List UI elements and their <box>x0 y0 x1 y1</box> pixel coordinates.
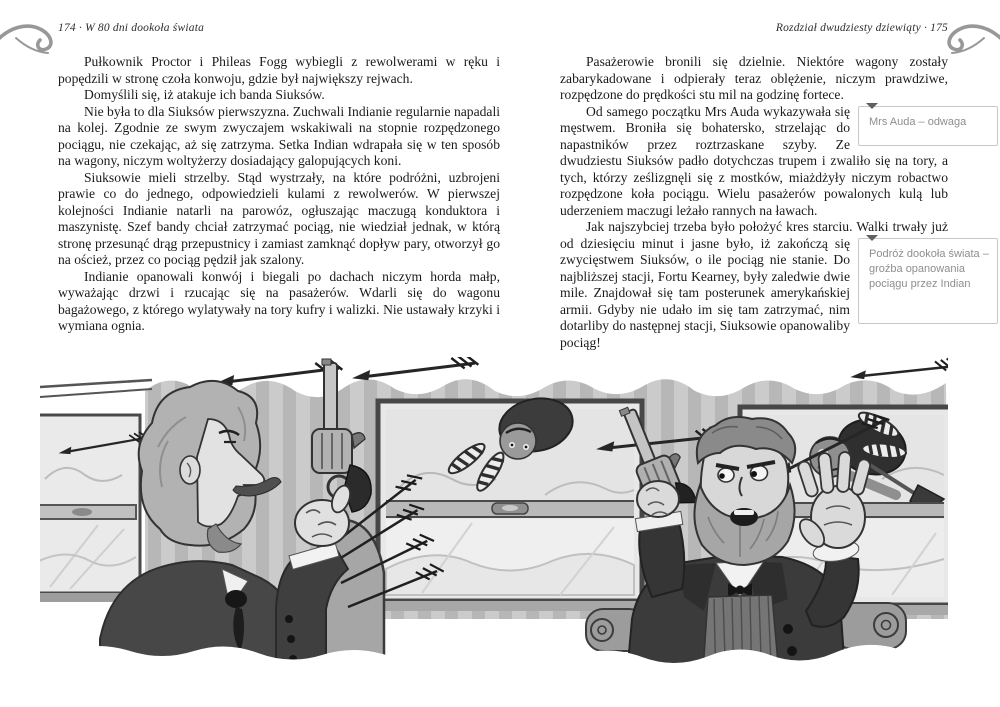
paragraph-text: Od samego początku Mrs Auda wykazywała się męstwem. Broniła się bohatersko, strzelając do napastników przez roztrzaskane szyby. Ze dwudziestu Siuksów padło dotychczas trupem i zwaliło się na tory, a tych, którzy ześlizgnęli się z mostków, miażdżyły niczym robactwo rozpędzone koła pociągu. Wielu pasażerów powalonych kulą lub uderzeniem maczugi leżało rannych na ławach. <box>560 103 948 218</box>
corner-flourish-left <box>0 18 56 58</box>
note-pointer-icon <box>866 235 878 241</box>
paragraph: Nie była to dla Siuksów pierwszyzna. Zuchwali Indianie regularnie napadali na kolej. Zgodnie ze swym zwyczajem wskakiwali na stopnie rozpędzonego pociągu, nie czekając, aż się zatrzyma. Setka Indian wdrapała się w ten sposób na wagony, niczym woltyżerzy dosiadający galopujących koni. <box>58 103 500 168</box>
paragraph: Pasażerowie bronili się dzielnie. Niektóre wagony zostały zabarykadowane i odpierały teraz oblężenie, niczym prawdziwe, rozpędzone do prędkości stu mil na godzinę fortece. <box>560 54 948 102</box>
paragraph <box>560 219 989 351</box>
page-header-left: 174 · W 80 dni dookoła świata <box>58 22 205 34</box>
margin-note-text: Mrs Auda – odwaga <box>869 115 967 128</box>
paragraph-text: Jak najszybciej trzeba było położyć kres starciu. Walki trwały już <box>586 219 948 234</box>
train-attack-illustration <box>40 357 960 687</box>
margin-note-mrs-auda <box>858 106 998 146</box>
note-pointer-icon <box>866 103 878 109</box>
paragraph: Siuksowie mieli strzelby. Stąd wystrzały, na które podróżni, uzbrojeni prawie co do jednego, odpowiedzieli kulami z rewolwerów. W pierwszej kolejności Indianie natarli na parowóz, ogłuszając maczugą konduktora i maszynistę. Szef bandy chciał zatrzymać pociąg, nie wiedział jednak, w którą stronę przesunąć drąg przepustnicy i zamiast zamknąć dopływ pary, otworzył go na oścież, przez co pociąg pędził jak szalony. <box>58 169 500 267</box>
paragraph-text: od dziesięciu minut i jasne było, iż zakończą się zwycięstwem Siuksów, o ile pociąg nie stanie. Do najbliższej stacji, Fortu Kearney, były zaledwie dwie mile. Znajdował się tam posterunek amerykańskiej armii. Gdyby nie udało im się tam zatrzymać, nim dotarliby do następnej stacji, Siuksowie opanowaliby pociąg! <box>560 235 850 350</box>
right-page-text-column <box>560 54 989 351</box>
left-page-text-column <box>58 54 500 335</box>
margin-note-podroz <box>858 238 998 324</box>
margin-note-text: Podróż dookoła świata – groźba opanowania pociągu przez Indian <box>869 247 989 290</box>
paragraph <box>560 103 967 220</box>
paragraph: Pułkownik Proctor i Phileas Fogg wybiegli z rewolwerami w ręku i popędzili w stronę czoła konwoju, gdzie był największy rejwach. <box>58 54 500 86</box>
paragraph: Indianie opanowali konwój i biegali po dachach niczym horda małp, wyważając drzwi i rzucając się na pasażerów. Wdarli się do wagonu bagażowego, z którego wylatywały na tory kufry i walizki. Nie ustawały krzyki i wymiana ognia. <box>58 268 500 333</box>
corner-flourish-right <box>944 18 1000 58</box>
page-header-right: Rozdział dwudziesty dziewiąty · 175 <box>775 22 948 34</box>
paragraph: Domyślili się, iż atakuje ich banda Siuksów. <box>84 87 325 102</box>
